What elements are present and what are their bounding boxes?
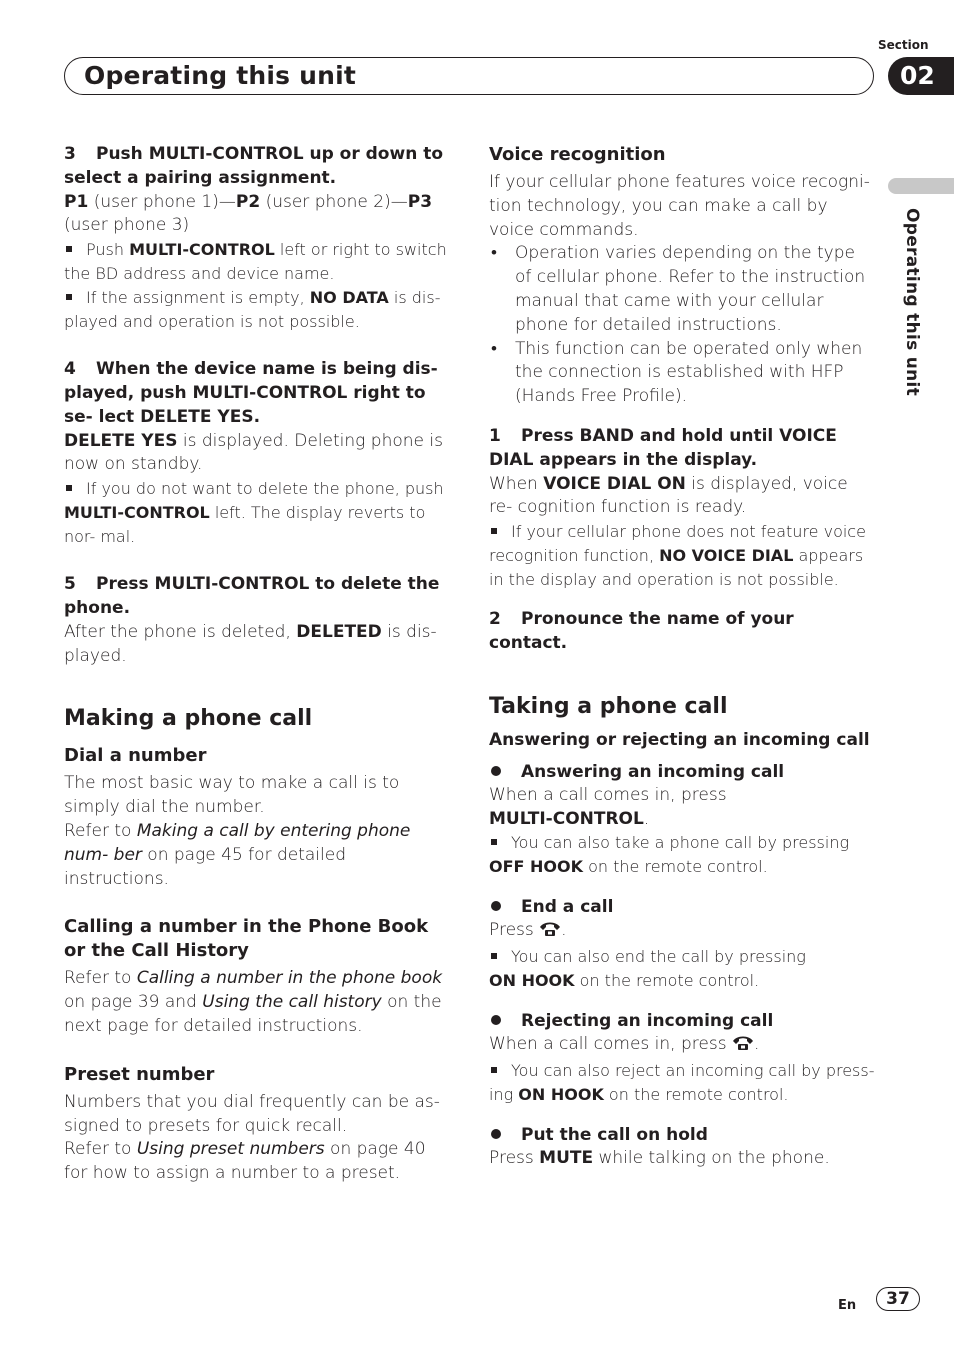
round-bullet-icon — [491, 1015, 501, 1025]
step-5: 5 Press MULTI-CONTROL to delete the phone. — [64, 574, 440, 618]
phone-book-text: Refer to Calling a number in the phone book on page 39 and Using the call history on the next page for detailed instructions. — [64, 968, 443, 1036]
step-4-body: DELETE YES is displayed. Deleting phone is now on standby. — [64, 430, 443, 475]
square-bullet-icon — [66, 294, 72, 300]
round-bullet-icon — [491, 901, 501, 911]
end-call-body: Press . — [489, 919, 875, 945]
hold-call-heading: Put the call on hold — [489, 1123, 875, 1147]
square-bullet-icon — [491, 1067, 497, 1073]
step-3: 3 Push MULTI-CONTROL up or down to select a pairing assignment. — [64, 144, 444, 188]
page-number: 37 — [876, 1287, 920, 1311]
square-bullet-icon — [491, 839, 497, 845]
preset-number-heading: Preset number — [64, 1063, 215, 1085]
hold-call-body: Press MUTE while talking on the phone. — [489, 1147, 830, 1168]
note-reject-on-hook: You can also reject an incoming call by press- ing ON HOOK on the remote control. — [489, 1060, 875, 1104]
square-bullet-icon — [491, 528, 497, 534]
end-call-heading: End a call — [489, 895, 875, 919]
preset-number-ref: Refer to Using preset numbers on page 40 for how to assign a number to a preset. — [64, 1139, 426, 1184]
square-bullet-icon — [66, 485, 72, 491]
reject-call-body: When a call comes in, press . — [489, 1033, 875, 1059]
taking-call-heading: Taking a phone call — [489, 693, 728, 719]
square-bullet-icon — [66, 246, 72, 252]
voice-step-1-body: When VOICE DIAL ON is displayed, voice re- cognition function is ready. — [489, 473, 848, 518]
note-switch-address: Push MULTI-CONTROL left or right to switch the BD address and device name. — [64, 240, 447, 284]
reject-call-heading: Rejecting an incoming call — [489, 1009, 875, 1033]
voice-recognition-heading: Voice recognition — [489, 144, 666, 165]
round-bullet-icon — [491, 1129, 501, 1139]
note-no-voice-dial: If your cellular phone does not feature voice recognition function, NO VOICE DIAL appears in the display and operation is not possible. — [489, 522, 866, 590]
voice-step-2: 2 Pronounce the name of your contact. — [489, 609, 794, 653]
preset-number-text: Numbers that you dial frequently can be as- signed to presets for quick recall. — [64, 1091, 440, 1136]
answer-call-body: When a call comes in, press MULTI-CONTROL. — [489, 784, 727, 829]
dial-number-text: The most basic way to make a call is to simply dial the number. — [64, 773, 400, 818]
dial-number-ref: Refer to Making a call by entering phone num- ber on page 45 for detailed instructions. — [64, 820, 411, 889]
voice-bullet-1: • Operation varies depending on the type of cellular phone. Refer to the instruction manual that came with your cellular phone for detailed instructions. — [489, 242, 875, 337]
making-call-heading: Making a phone call — [64, 706, 313, 732]
note-end-on-hook: You can also end the call by pressing ON HOOK on the remote control. — [489, 947, 806, 991]
pairing-options: P1 (user phone 1)—P2 (user phone 2)—P3 (user phone 3) — [64, 191, 433, 236]
left-column — [64, 143, 452, 1186]
phone-hangup-icon — [732, 1035, 754, 1059]
phone-hangup-icon — [539, 921, 561, 945]
phone-book-heading: Calling a number in the Phone Book or the Call History — [64, 916, 429, 962]
note-cancel-delete: If you do not want to delete the phone, push MULTI-CONTROL left. The display reverts to nor- mal. — [64, 479, 444, 547]
section-tab-marker — [888, 178, 954, 194]
note-empty-assignment: If the assignment is empty, NO DATA is dis- played and operation is not possible. — [64, 288, 441, 332]
voice-intro: If your cellular phone features voice recogni- tion technology, you can make a call by voice commands. — [489, 172, 870, 240]
voice-step-1: 1 Press BAND and hold until VOICE DIAL appears in the display. — [489, 425, 837, 470]
side-section-label: Operating this unit — [902, 208, 922, 397]
note-off-hook: You can also take a phone call by pressing OFF HOOK on the remote control. — [489, 833, 850, 877]
dial-number-heading: Dial a number — [64, 745, 207, 767]
right-column — [489, 143, 875, 1171]
answer-call-heading: Answering an incoming call — [489, 760, 875, 784]
answer-reject-heading: Answering or rejecting an incoming call — [489, 729, 870, 750]
section-number-badge: 02 — [888, 57, 954, 95]
step-5-body: After the phone is deleted, DELETED is dis- played. — [64, 621, 437, 666]
voice-bullet-2: • This function can be operated only when the connection is established with HFP (Hands Free Profile). — [489, 338, 875, 409]
section-label: Section — [878, 38, 929, 52]
square-bullet-icon — [491, 953, 497, 959]
round-bullet-icon — [491, 766, 501, 776]
step-4: 4 When the device name is being dis- played, push MULTI-CONTROL right to se- lect DELETE YES. — [64, 359, 438, 427]
language-label: En — [838, 1298, 857, 1313]
page-title: Operating this unit — [84, 61, 357, 90]
